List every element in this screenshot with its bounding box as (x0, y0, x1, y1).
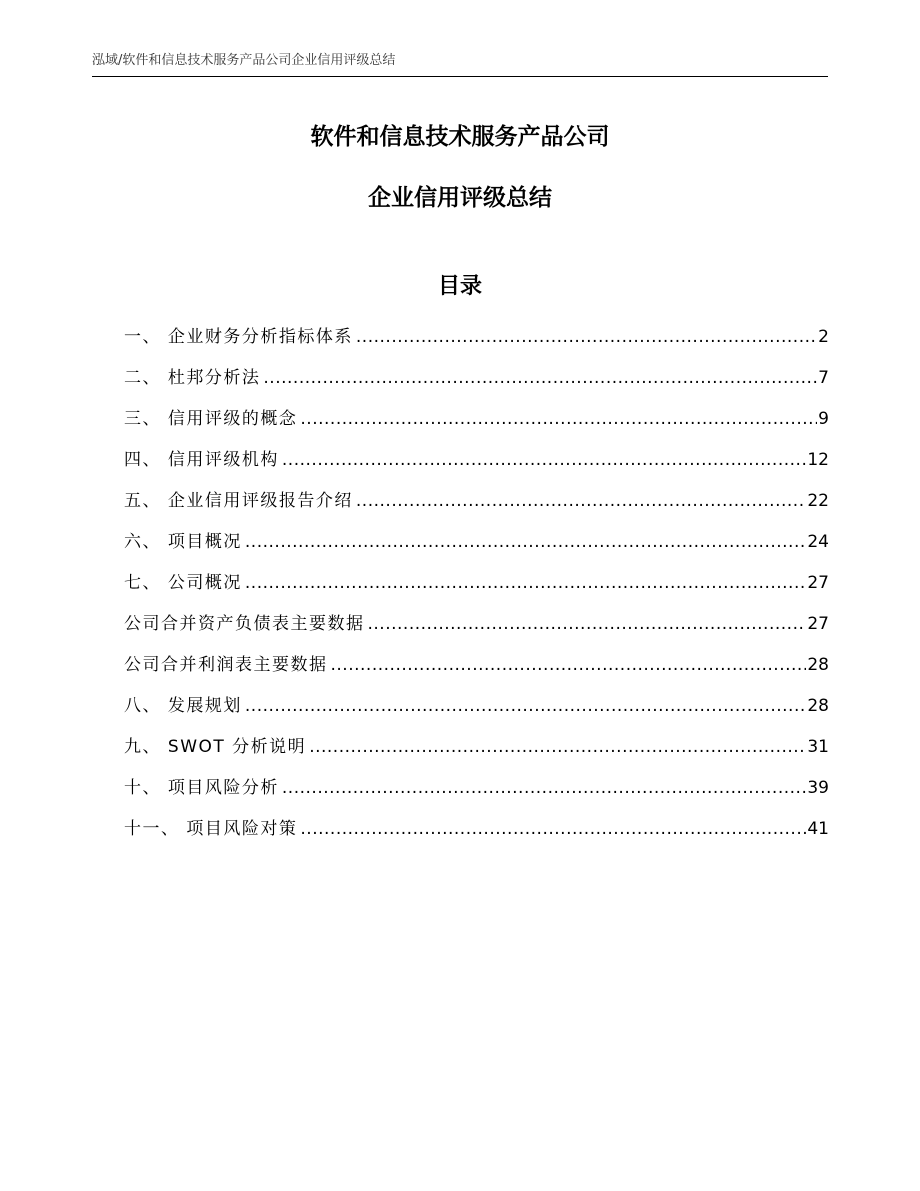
toc-entry-13[interactable] (124, 817, 829, 858)
toc-entry-11[interactable] (124, 735, 829, 776)
toc-entry-label: 二、 杜邦分析法 (124, 368, 261, 388)
toc-entry-label: 七、 公司概况 (124, 573, 242, 593)
toc-entry-label: 十一、 项目风险对策 (124, 819, 298, 839)
toc-entry-page: 27 (807, 573, 829, 593)
toc-entry-label: 五、 企业信用评级报告介绍 (124, 491, 353, 511)
toc-dot-leader (263, 366, 817, 390)
toc-entry-page: 12 (807, 450, 829, 470)
toc-entry-page: 9 (818, 409, 829, 429)
toc-dot-leader (300, 407, 817, 431)
toc-entry-page: 28 (807, 696, 829, 716)
toc-entry-1[interactable] (124, 325, 829, 366)
toc-entry-label: 九、 SWOT 分析说明 (124, 737, 307, 757)
toc-dot-leader (309, 735, 806, 759)
toc-entry-label: 公司合并利润表主要数据 (124, 655, 328, 675)
running-header (92, 52, 828, 77)
toc-dot-leader (356, 489, 806, 513)
toc-entry-label: 六、 项目概况 (124, 532, 242, 552)
toc-entry-label: 三、 信用评级的概念 (124, 409, 298, 429)
toc-entry-7[interactable] (124, 571, 829, 612)
toc-entry-page: 39 (807, 778, 829, 798)
toc-entry-label: 八、 发展规划 (124, 696, 242, 716)
toc-heading: 目录 (437, 274, 482, 299)
document-title-line-2: 企业信用评级总结 (368, 185, 552, 211)
toc-entry-2[interactable] (124, 366, 829, 407)
toc-entry-3[interactable] (124, 407, 829, 448)
toc-entry-page: 41 (807, 819, 829, 839)
toc-entry-5[interactable] (124, 489, 829, 530)
toc-entry-label: 十、 项目风险分析 (124, 778, 279, 798)
toc-entry-6[interactable] (124, 530, 829, 571)
toc-dot-leader (282, 448, 806, 472)
toc-entry-page: 27 (807, 614, 829, 634)
running-header-text: 泓域/软件和信息技术服务产品公司企业信用评级总结 (92, 53, 396, 68)
toc-entry-12[interactable] (124, 776, 829, 817)
toc-dot-leader (368, 612, 807, 636)
toc-entry-8[interactable] (124, 612, 829, 653)
toc-entry-page: 24 (807, 532, 829, 552)
toc-entry-4[interactable] (124, 448, 829, 489)
toc-entry-label: 四、 信用评级机构 (124, 450, 279, 470)
toc-entry-page: 31 (807, 737, 829, 757)
toc-entry-page: 22 (807, 491, 829, 511)
toc-dot-leader (331, 653, 807, 677)
toc-dot-leader (282, 776, 806, 800)
toc-entry-label: 一、 企业财务分析指标体系 (124, 327, 353, 347)
toc-entry-9[interactable] (124, 653, 829, 694)
document-title-line-1: 软件和信息技术服务产品公司 (310, 124, 610, 150)
toc-dot-leader (245, 571, 806, 595)
toc-entry-page: 28 (807, 655, 829, 675)
toc-entry-page: 2 (818, 327, 829, 347)
toc-entry-label: 公司合并资产负债表主要数据 (124, 614, 365, 634)
toc-entry-10[interactable] (124, 694, 829, 735)
toc-dot-leader (300, 817, 806, 841)
toc-entry-page: 7 (818, 368, 829, 388)
table-of-contents (124, 325, 829, 858)
toc-dot-leader (245, 694, 806, 718)
toc-dot-leader (245, 530, 806, 554)
toc-dot-leader (356, 325, 817, 349)
